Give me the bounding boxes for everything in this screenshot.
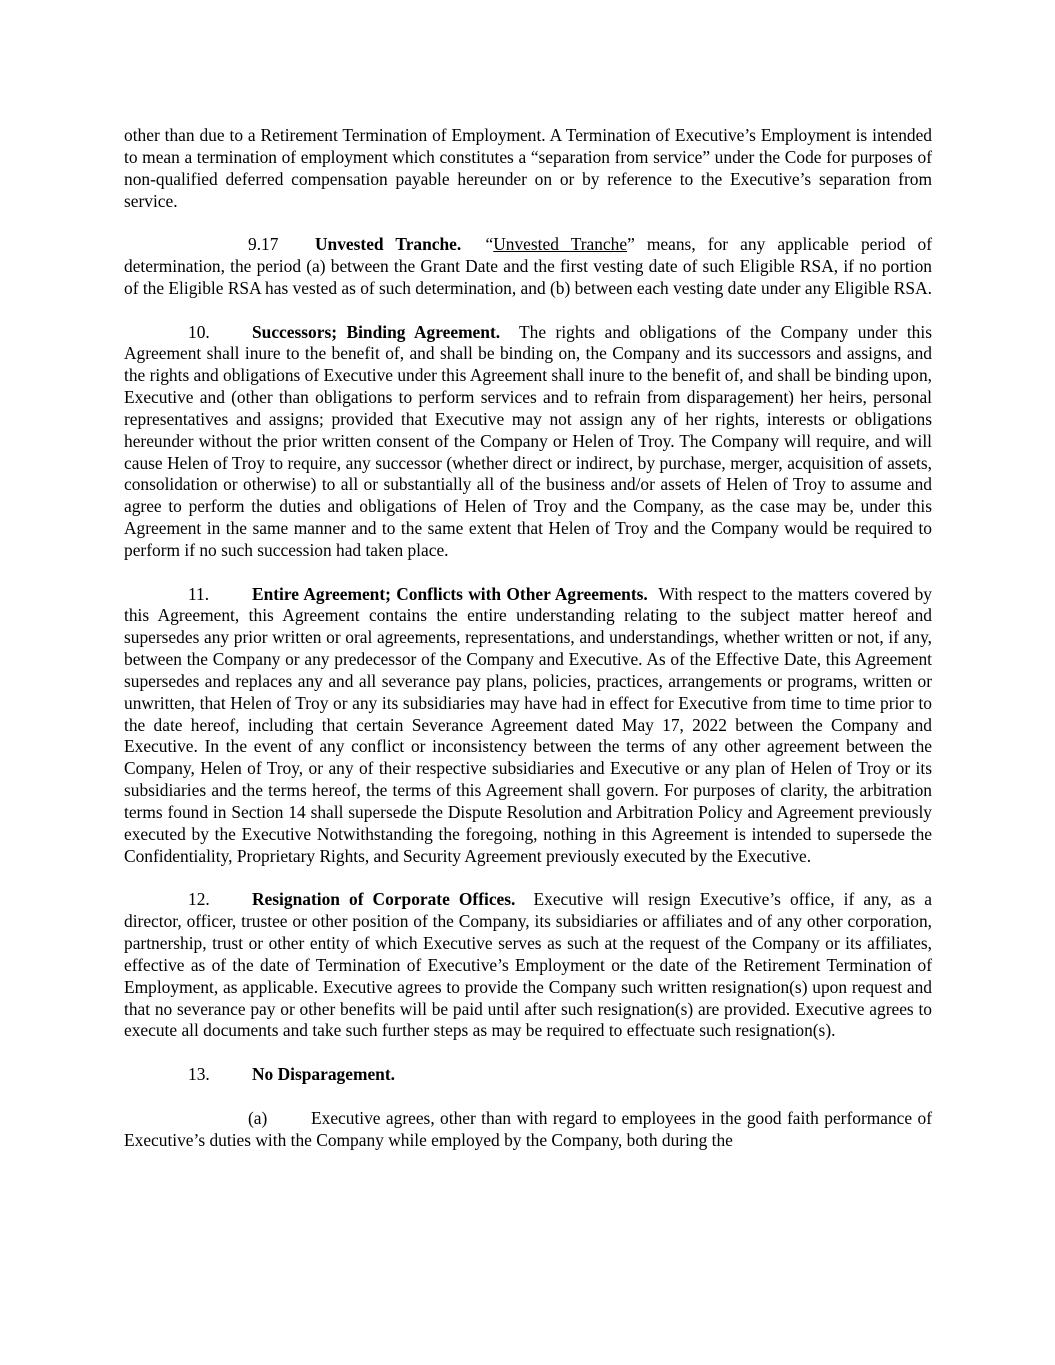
section-heading: Successors; Binding Agreement. <box>252 321 501 342</box>
defined-term: Unvested Tranche <box>493 234 628 255</box>
section-heading: No Disparagement. <box>252 1064 395 1085</box>
section-number: 13. <box>188 1064 210 1085</box>
open-quote: “ <box>485 234 494 255</box>
section-9-17-unvested-tranche <box>124 234 932 300</box>
section-text: The rights and obligations of the Company under this Agreement shall inure to the benefit of, and shall be binding on, the Company and its successors and assigns, and the rights and obligations of Executive under this Agreement shall inure to the benefit of, and shall be binding upon, Executive and (other than obligations to perform services and to refrain from disparagement) her heirs, personal representatives and assigns; provided that Executive may not assign any of her rights, interests or obligations hereunder without the prior written consent of the Company or Helen of Troy. The Company will require, and will cause Helen of Troy to require, any successor (whether direct or indirect, by purchase, merger, acquisition of assets, consolidation or otherwise) to all or substantially all of the business and/or assets of Helen of Troy to assume and agree to perform the duties and obligations of Helen of Troy and the Company, as the case may be, under this Agreement in the same manner and to the same extent that Helen of Troy and the Company would be required to perform if no such succession had taken place. <box>124 321 933 560</box>
section-heading: Resignation of Corporate Offices. <box>252 889 516 910</box>
section-11-entire-agreement <box>124 584 932 868</box>
section-heading: Entire Agreement; Conflicts with Other Agreements. <box>252 583 648 604</box>
document-page <box>124 125 932 1173</box>
section-12-resignation <box>124 889 932 1042</box>
section-text: Executive will resign Executive’s office, if any, as a director, officer, trustee or other position of the Company, its subsidiaries or affiliates and of any other corporation, partnership, trust or other entity of which Executive serves as such at the request of the Company or its affiliates, effective as of the date of Termination of Executive’s Employment or the date of the Retirement Termination of Employment, as applicable. Executive agrees to provide the Company such written resignation(s) upon request and that no severance pay or other benefits will be paid until after such resignation(s) are provided. Executive agrees to execute all documents and take such further steps as may be required to effectuate such resignation(s). <box>124 889 932 1041</box>
paragraph-text: other than due to a Retirement Termination of Employment. A Termination of Executive’s Employment is intended to mean a termination of employment which constitutes a “separation from service” under the Code for purposes of non-qualified deferred compensation payable hereunder on or by reference to the Executive’s separation from service. <box>124 125 932 211</box>
section-number: 10. <box>188 321 210 342</box>
section-13a <box>124 1108 932 1152</box>
section-10-successors <box>124 322 932 562</box>
section-number: 9.17 <box>248 234 279 255</box>
paragraph-termination-continuation <box>124 125 932 212</box>
section-text: ” means, for any applicable period of determination, the period (a) between the Grant Date and the first vesting date of such Eligible RSA, if no portion of the Eligible RSA has vested as of such determination, and (b) between each vesting date under any Eligible RSA. <box>124 234 932 298</box>
section-13-no-disparagement <box>124 1064 932 1086</box>
subsection-number: (a) <box>248 1107 268 1128</box>
subsection-text: Executive agrees, other than with regard to employees in the good faith performance of Executive’s duties with the Company while employed by the Company, both during the <box>124 1107 932 1150</box>
section-number: 11. <box>188 583 210 604</box>
section-text: With respect to the matters covered by this Agreement, this Agreement contains the entire understanding relating to the subject matter hereof and supersedes any prior written or oral agreements, representations, and understandings, whether written or not, if any, between the Company or any predecessor of the Company and Executive. As of the Effective Date, this Agreement supersedes and replaces any and all severance pay plans, policies, practices, arrangements or programs, written or unwritten, that Helen of Troy or any its subsidiaries may have had in effect for Executive from time to time prior to the date hereof, including that certain Severance Agreement dated May 17, 2022 between the Company and Executive. In the event of any conflict or inconsistency between the terms of any other agreement between the Company, Helen of Troy, or any of their respective subsidiaries and Executive or any plan of Helen of Troy or its subsidiaries and the terms hereof, the terms of this Agreement shall govern. For purposes of clarity, the arbitration terms found in Section 14 shall supersede the Dispute Resolution and Arbitration Policy and Agreement previously executed by the Executive Notwithstanding the foregoing, nothing in this Agreement is intended to supersede the Confidentiality, Proprietary Rights, and Security Agreement previously executed by the Executive. <box>124 583 932 866</box>
section-number: 12. <box>188 889 210 910</box>
section-heading: Unvested Tranche. <box>315 234 462 255</box>
